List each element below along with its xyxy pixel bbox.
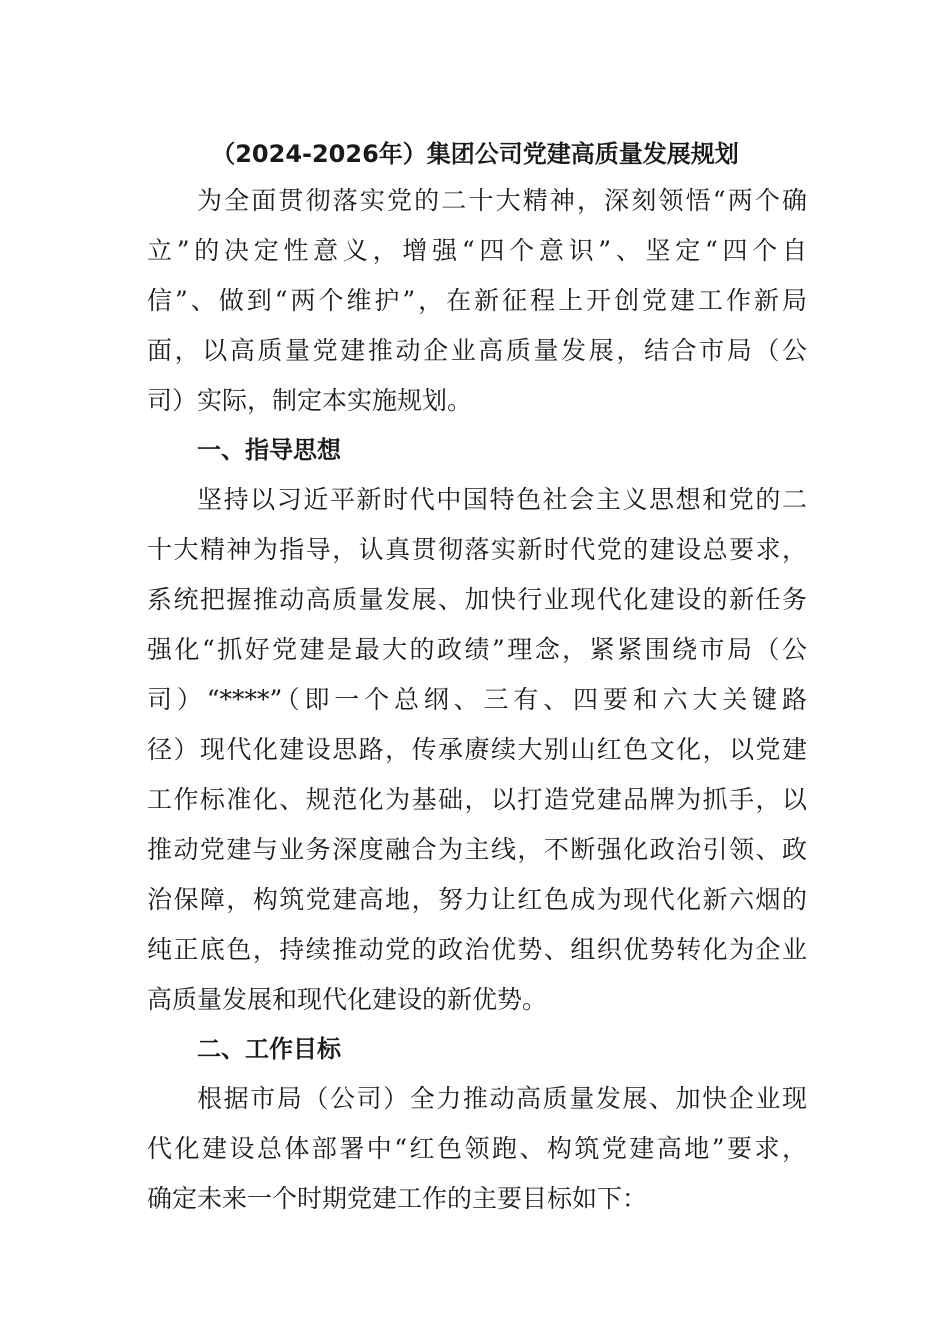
intro-line: 信”、做到“两个维护”，在新征程上开创党建工作新局 — [147, 286, 807, 315]
intro-line: 司）实际，制定本实施规划。 — [147, 386, 473, 415]
section1-line: 坚持以习近平新时代中国特色社会主义思想和党的二 — [197, 485, 807, 514]
intro-line: 为全面贯彻落实党的二十大精神，深刻领悟“两个确 — [197, 186, 807, 215]
intro-line: 面，以高质量党建推动企业高质量发展，结合市局（公 — [147, 336, 807, 365]
section1-line: 强化“抓好党建是最大的政绩”理念，紧紧围绕市局（公 — [147, 635, 807, 664]
section1-line: 径）现代化建设思路，传承赓续大别山红色文化，以党建 — [147, 735, 807, 764]
section1-line: 系统把握推动高质量发展、加快行业现代化建设的新任务 — [147, 585, 807, 614]
document-title: （2024-2026年）集团公司党建高质量发展规划 — [211, 140, 739, 168]
section1-line: 治保障，构筑党建高地，努力让红色成为现代化新六烟的 — [147, 885, 807, 914]
section2-line: 确定未来一个时期党建工作的主要目标如下： — [147, 1184, 648, 1213]
section1-line: 高质量发展和现代化建设的新优势。 — [147, 985, 548, 1014]
section1-line: 工作标准化、规范化为基础，以打造党建品牌为抓手，以 — [147, 785, 807, 814]
section1-line: 推动党建与业务深度融合为主线，不断强化政治引领、政 — [147, 835, 807, 864]
section1-line: 纯正底色，持续推动党的政治优势、组织优势转化为企业 — [147, 935, 807, 964]
intro-line: 立”的决定性意义，增强“四个意识”、坚定“四个自 — [147, 236, 807, 265]
section1-line: 十大精神为指导，认真贯彻落实新时代党的建设总要求， — [147, 535, 807, 564]
section1-line: 司）“****”（即一个总纲、三有、四要和六大关键路 — [147, 685, 807, 714]
section-heading-guiding-thought: 一、指导思想 — [197, 436, 341, 464]
section2-line: 代化建设总体部署中“红色领跑、构筑党建高地”要求， — [147, 1134, 807, 1163]
section2-line: 根据市局（公司）全力推动高质量发展、加快企业现 — [197, 1084, 807, 1113]
section-heading-work-goals: 二、工作目标 — [197, 1035, 341, 1063]
